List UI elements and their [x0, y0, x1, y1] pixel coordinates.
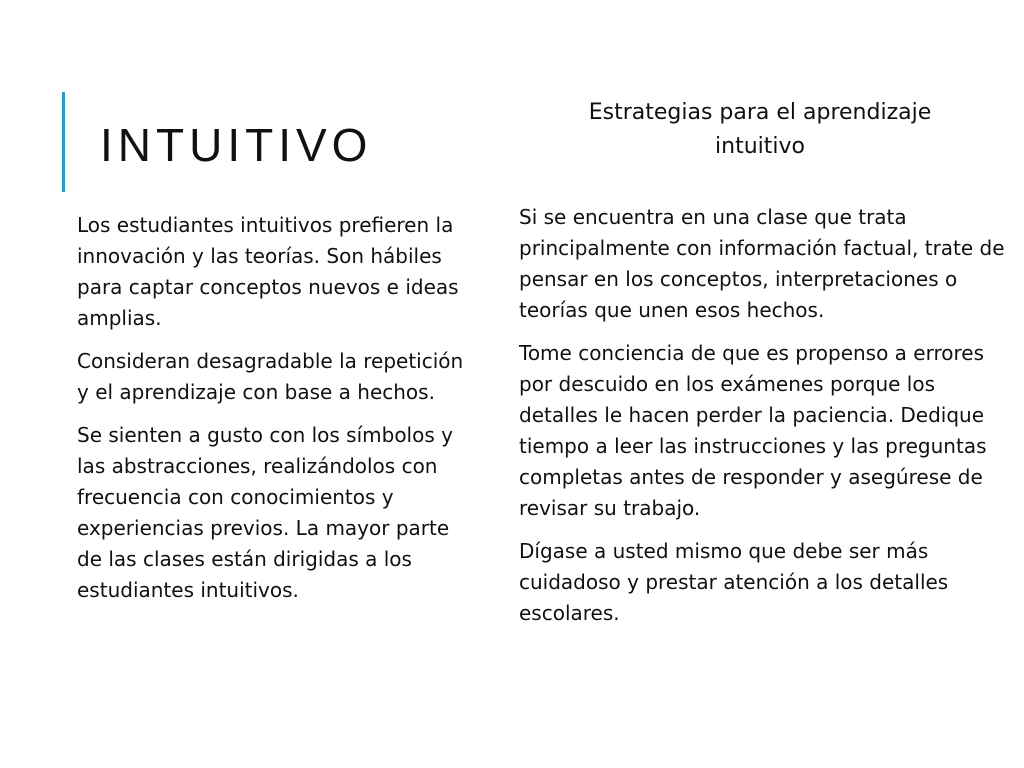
strategies-column [519, 202, 1013, 641]
slide-title: INTUITIVO [100, 119, 373, 171]
strategies-heading: Estrategias para el aprendizaje intuitivo [588, 100, 932, 159]
strategy-paragraph: Dígase a usted mismo que debe ser más cuidadoso y prestar atención a los detalles escolares. [519, 539, 949, 625]
description-paragraph: Los estudiantes intuitivos prefieren la innovación y las teorías. Son hábiles para captar conceptos nuevos e ideas amplias. [77, 213, 459, 330]
description-paragraph: Se sienten a gusto con los símbolos y las abstracciones, realizándolos con frecuencia con conocimientos y experiencias previos. La mayor parte de las clases están dirigidas a los estudiantes intuitivos. [77, 423, 453, 602]
title-accent-bar [62, 92, 65, 192]
description-column [77, 210, 477, 618]
description-paragraph: Consideran desagradable la repetición y el aprendizaje con base a hechos. [77, 349, 464, 404]
strategy-paragraph: Si se encuentra en una clase que trata principalmente con información factual, trate de pensar en los conceptos, interpretaciones o teorías que unen esos hechos. [519, 205, 1005, 322]
strategy-paragraph: Tome conciencia de que es propenso a errores por descuido en los exámenes porque los detalles le hacen perder la paciencia. Dedique tiempo a leer las instrucciones y las preguntas completas antes de responder y asegúrese de revisar su trabajo. [519, 341, 987, 520]
